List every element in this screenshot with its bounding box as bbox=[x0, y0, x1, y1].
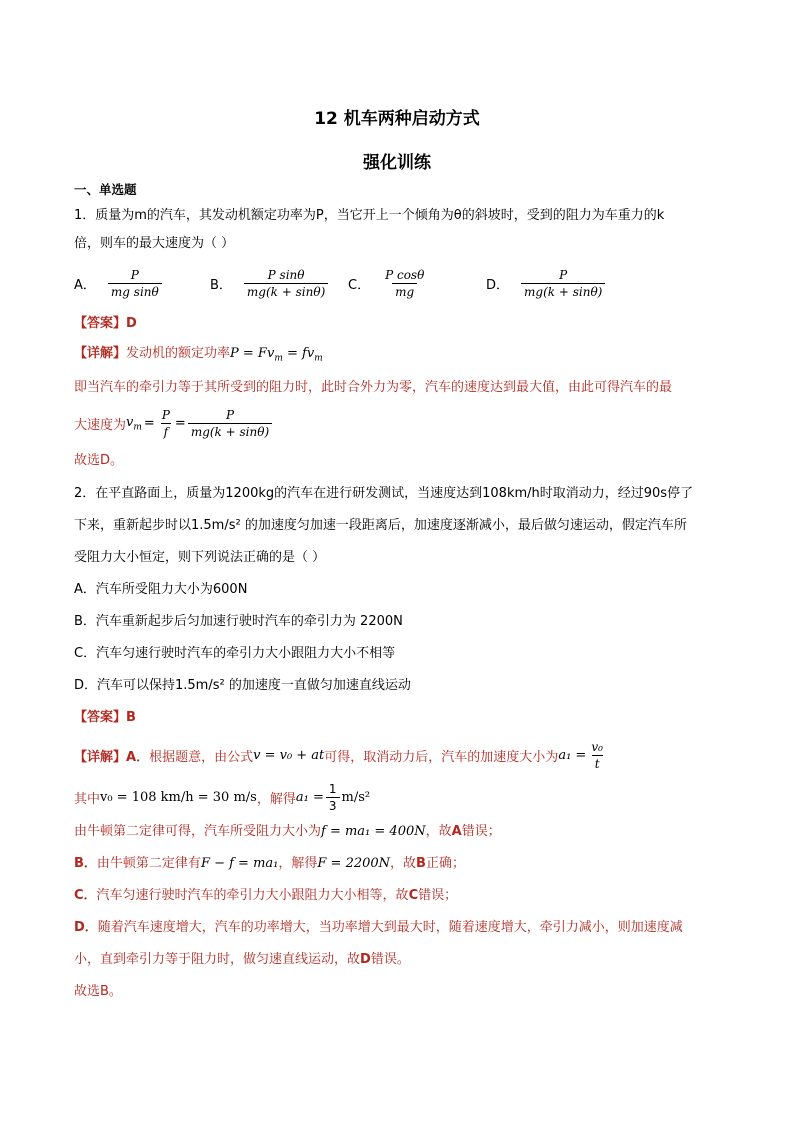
formula-subscript: m bbox=[274, 353, 283, 364]
detail-option-ref: C bbox=[408, 888, 419, 903]
document-title: 12 机车两种启动方式 bbox=[314, 109, 480, 129]
q1-detail-line3 bbox=[74, 408, 274, 439]
q2-detail-line3 bbox=[74, 822, 501, 842]
q2-detail-line2 bbox=[74, 782, 370, 813]
detail-label: 【详解】 bbox=[74, 346, 127, 361]
option-fraction bbox=[244, 268, 328, 299]
fraction-denominator: f bbox=[161, 423, 171, 439]
option-label: A． bbox=[74, 278, 96, 293]
detail-text: 可得，取消动力后，汽车的加速度大小为 bbox=[324, 750, 559, 765]
detail-formula: a₁ = bbox=[295, 790, 324, 805]
fraction-denominator: mg(k + sinθ) bbox=[188, 423, 272, 439]
q2-stem-line1: 2．在平直路面上，质量为1200kg的汽车在进行研发测试，当速度达到108km/h时取消动力，经过90s停了 bbox=[74, 486, 694, 501]
option-fraction bbox=[108, 268, 162, 299]
fraction-numerator: P sinθ bbox=[267, 268, 305, 282]
q2-detail-line4 bbox=[74, 854, 465, 874]
detail-text: 大速度为 bbox=[74, 418, 127, 433]
detail-label: 【详解】 bbox=[74, 750, 127, 765]
document-subtitle: 强化训练 bbox=[363, 153, 431, 173]
q1-option-a bbox=[74, 268, 164, 299]
q1-option-b bbox=[210, 268, 330, 299]
detail-formula: v = v₀ + at bbox=[253, 748, 325, 763]
detail-text: 随着汽车速度增大，汽车的功率增大，当功率增大到最大时，随着速度增大，牵引力减小，则加速度减 bbox=[97, 920, 683, 935]
equals-sign: = bbox=[174, 416, 186, 431]
formula-subscript: m bbox=[133, 422, 142, 433]
detail-option-ref: C． bbox=[74, 888, 97, 903]
detail-formula: F − f = ma₁ bbox=[200, 856, 279, 871]
q1-detail-line1 bbox=[74, 344, 323, 369]
detail-formula bbox=[230, 346, 323, 364]
velocity-symbol bbox=[126, 415, 142, 433]
fraction-denominator: 3 bbox=[326, 797, 340, 813]
q2-stem-line2: 下来，重新起步时以1.5m/s² 的加速度匀加速一段距离后，加速度逐渐减小，最后做匀速运动，假定汽车所 bbox=[74, 518, 687, 533]
detail-fraction bbox=[188, 408, 272, 439]
q1-detail-line2: 即当汽车的牵引力等于其所受到的阻力时，此时合外力为零，汽车的速度达到最大值，由此可得汽车的最 bbox=[74, 380, 673, 395]
detail-text: 小，直到牵引力等于阻力时，做匀速直线运动，故 bbox=[74, 952, 361, 967]
fraction-numerator: P cosθ bbox=[385, 268, 425, 282]
detail-formula: v₀ = 108 km/h = 30 m/s bbox=[100, 790, 257, 805]
option-label: C． bbox=[348, 278, 371, 293]
detail-text: 根据题意，由公式 bbox=[149, 750, 254, 765]
q1-option-c bbox=[348, 268, 429, 299]
q1-stem-line1: 1．质量为m的汽车，其发动机额定功率为P，当它开上一个倾角为θ的斜坡时，受到的阻力为车重力的k bbox=[74, 208, 665, 223]
detail-option-ref: D． bbox=[74, 920, 98, 935]
detail-text: 发动机的额定功率 bbox=[126, 346, 231, 361]
detail-option-ref: D bbox=[360, 952, 371, 967]
detail-text: 错误。 bbox=[370, 952, 410, 967]
fraction-denominator: t bbox=[592, 755, 603, 771]
answer-label: 【答案】 bbox=[74, 710, 127, 725]
formula-subscript: m bbox=[314, 353, 323, 364]
formula-part: v bbox=[126, 414, 134, 430]
q2-detail-line6 bbox=[74, 918, 683, 938]
detail-text: ，故 bbox=[425, 824, 452, 839]
answer-value: B bbox=[126, 710, 136, 725]
answer-label: 【答案】 bbox=[74, 316, 127, 331]
formula-part: = fv bbox=[282, 346, 315, 361]
detail-text: ，故 bbox=[390, 856, 417, 871]
fraction-numerator: P bbox=[225, 408, 235, 422]
q2-detail-line1 bbox=[74, 740, 608, 771]
detail-option-ref: B bbox=[416, 856, 426, 871]
fraction-numerator: P bbox=[559, 268, 568, 282]
detail-option-ref: A． bbox=[126, 750, 150, 765]
fraction-numerator: P bbox=[161, 408, 170, 422]
detail-formula: F = 2200N bbox=[317, 856, 391, 871]
q2-answer bbox=[74, 708, 136, 728]
detail-formula: a₁ = bbox=[558, 748, 587, 763]
q2-option-c: C．汽车匀速行驶时汽车的牵引力大小跟阻力大小不相等 bbox=[74, 646, 396, 661]
detail-text: 错误； bbox=[461, 824, 501, 839]
detail-text: 由牛顿第二定律有 bbox=[96, 856, 201, 871]
q2-option-d: D．汽车可以保持1.5m/s² 的加速度一直做匀加速直线运动 bbox=[74, 678, 411, 693]
q2-detail-line5 bbox=[74, 886, 457, 906]
answer-value: D bbox=[126, 316, 137, 331]
fraction-numerator: v₀ bbox=[591, 740, 603, 754]
fraction-denominator: mg bbox=[392, 283, 417, 299]
detail-fraction bbox=[326, 782, 340, 813]
q1-stem-line2: 倍，则车的最大速度为（ ） bbox=[74, 236, 235, 251]
q2-detail-line7 bbox=[74, 950, 410, 970]
q1-option-d bbox=[486, 268, 607, 299]
fraction-denominator: mg sinθ bbox=[108, 283, 162, 299]
q1-answer bbox=[74, 314, 137, 334]
detail-fraction bbox=[159, 408, 173, 439]
detail-fraction bbox=[588, 740, 606, 771]
detail-text: 汽车匀速行驶时汽车的牵引力大小跟阻力大小相等，故 bbox=[96, 888, 409, 903]
q2-stem-line3: 受阻力大小恒定，则下列说法正确的是（ ） bbox=[74, 550, 326, 565]
detail-option-ref: A bbox=[451, 824, 462, 839]
detail-text: 错误； bbox=[418, 888, 458, 903]
detail-formula: f = ma₁ = 400N bbox=[321, 824, 426, 839]
detail-text: ，解得 bbox=[256, 792, 296, 807]
fraction-numerator: P bbox=[130, 268, 139, 282]
equals-sign: = bbox=[143, 416, 155, 431]
q2-option-a: A．汽车所受阻力大小为600N bbox=[74, 582, 248, 597]
q2-option-b: B．汽车重新起步后匀加速行驶时汽车的牵引力为 2200N bbox=[74, 614, 403, 629]
detail-text: 由牛顿第二定律可得，汽车所受阻力大小为 bbox=[74, 824, 322, 839]
detail-unit: m/s² bbox=[341, 790, 371, 805]
section-heading: 一、单选题 bbox=[74, 182, 137, 197]
fraction-denominator: mg(k + sinθ) bbox=[521, 283, 605, 299]
option-label: B． bbox=[210, 278, 232, 293]
fraction-denominator: mg(k + sinθ) bbox=[244, 283, 328, 299]
detail-text: 其中 bbox=[74, 792, 101, 807]
fraction-numerator: 1 bbox=[328, 782, 337, 796]
q2-conclusion: 故选B。 bbox=[74, 984, 122, 999]
q1-conclusion: 故选D。 bbox=[74, 453, 124, 468]
option-label: D． bbox=[486, 278, 510, 293]
option-fraction bbox=[521, 268, 605, 299]
formula-part: P = Fv bbox=[230, 346, 275, 361]
detail-text: 正确； bbox=[425, 856, 465, 871]
detail-option-ref: B． bbox=[74, 856, 97, 871]
option-fraction bbox=[382, 268, 427, 299]
detail-text: ，解得 bbox=[278, 856, 318, 871]
